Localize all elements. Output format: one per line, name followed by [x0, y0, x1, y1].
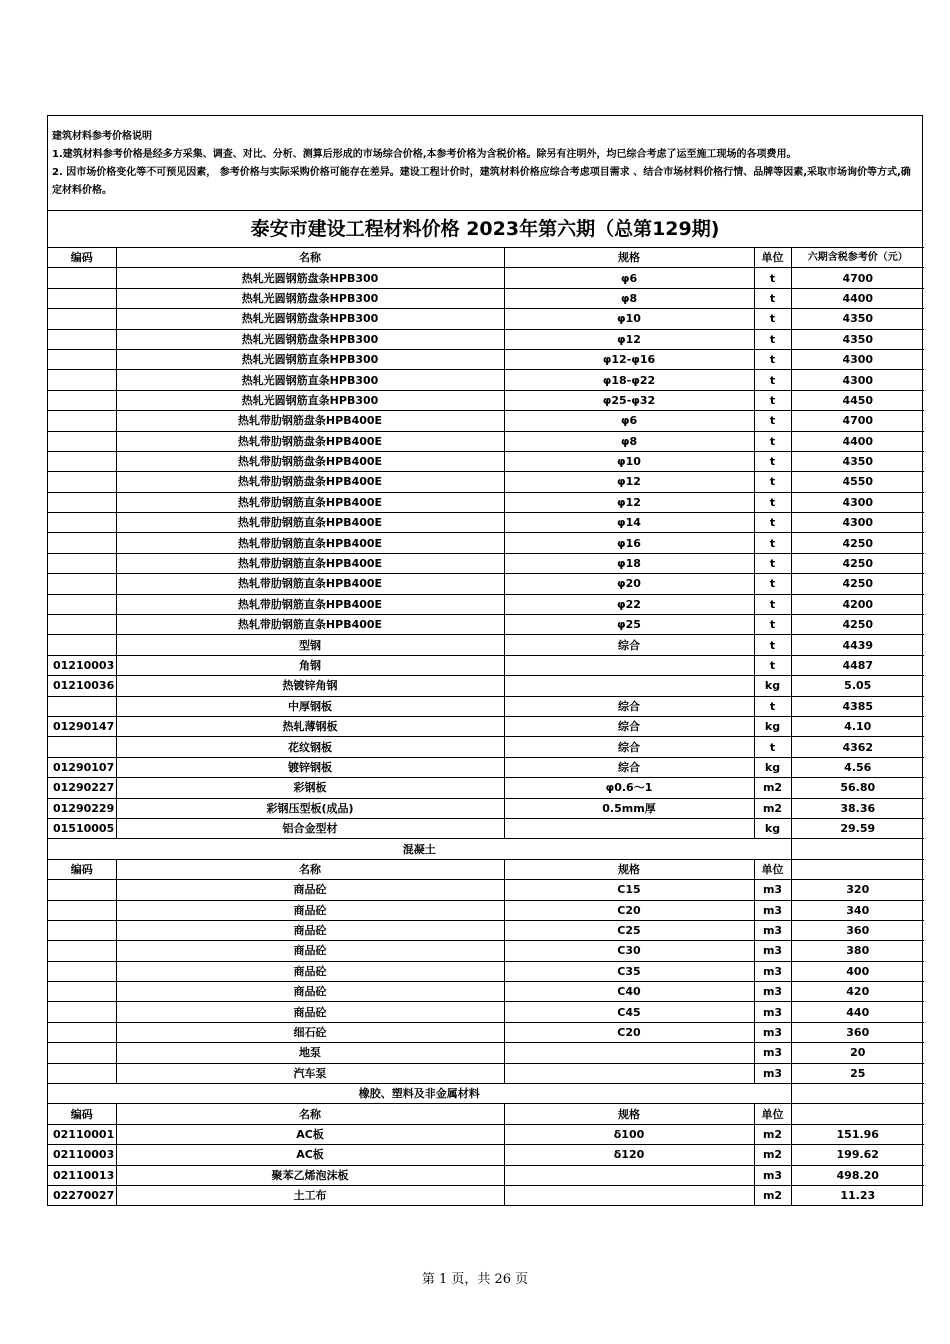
cell-spec — [504, 1043, 754, 1063]
cell-spec: φ10 — [504, 309, 754, 329]
cell-code — [48, 1022, 116, 1042]
cell-name: 名称 — [116, 248, 504, 268]
cell-unit: m2 — [754, 778, 791, 798]
cell-price: 4700 — [791, 268, 924, 288]
cell-name: AC板 — [116, 1124, 504, 1144]
cell-spec: φ14 — [504, 513, 754, 533]
cell-name: 热轧带肋钢筋直条HPB400E — [116, 594, 504, 614]
cell-spec: φ8 — [504, 288, 754, 308]
table-row — [48, 349, 924, 369]
table-row — [48, 982, 924, 1002]
cell-unit: t — [754, 451, 791, 471]
cell-code — [48, 737, 116, 757]
cell-price: 151.96 — [791, 1124, 924, 1144]
cell-spec: φ12 — [504, 492, 754, 512]
cell-price: 4350 — [791, 309, 924, 329]
cell-name: 地泵 — [116, 1043, 504, 1063]
table-row — [48, 553, 924, 573]
cell-spec: φ10 — [504, 451, 754, 471]
table-row — [48, 818, 924, 838]
cell-spec: φ25 — [504, 615, 754, 635]
cell-unit: m3 — [754, 941, 791, 961]
cell-name: 热轧带肋钢筋直条HPB400E — [116, 513, 504, 533]
cell-code — [48, 920, 116, 940]
cell-unit: 单位 — [754, 859, 791, 879]
cell-spec: φ6 — [504, 268, 754, 288]
cell-code: 编码 — [48, 248, 116, 268]
cell-price: 420 — [791, 982, 924, 1002]
cell-code — [48, 982, 116, 1002]
cell-code — [48, 451, 116, 471]
table-header-row — [48, 859, 924, 879]
cell-name: 镀锌钢板 — [116, 757, 504, 777]
cell-name: 彩钢板 — [116, 778, 504, 798]
cell-name: 热轧光圆钢筋直条HPB300 — [116, 349, 504, 369]
cell-price: 400 — [791, 961, 924, 981]
cell-spec: φ12 — [504, 472, 754, 492]
cell-code — [48, 309, 116, 329]
table-row — [48, 1185, 924, 1205]
table-row — [48, 778, 924, 798]
cell-spec: C25 — [504, 920, 754, 940]
cell-unit: t — [754, 349, 791, 369]
table-row — [48, 288, 924, 308]
table-row — [48, 1145, 924, 1165]
table-row — [48, 900, 924, 920]
cell-code: 01210003 — [48, 655, 116, 675]
table-row — [48, 941, 924, 961]
cell-unit: t — [754, 553, 791, 573]
cell-spec: φ6 — [504, 411, 754, 431]
cell-spec: 0.5mm厚 — [504, 798, 754, 818]
table-row — [48, 594, 924, 614]
cell-price: 5.05 — [791, 676, 924, 696]
cell-code — [48, 696, 116, 716]
cell-name: 彩钢压型板(成品) — [116, 798, 504, 818]
cell-price: 320 — [791, 880, 924, 900]
cell-price: 4250 — [791, 574, 924, 594]
cell-price: 4250 — [791, 533, 924, 553]
cell-name: 热轧带肋钢筋直条HPB400E — [116, 574, 504, 594]
cell-spec: C20 — [504, 900, 754, 920]
cell-code — [48, 492, 116, 512]
cell-price: 4450 — [791, 390, 924, 410]
cell-name: 热轧带肋钢筋盘条HPB400E — [116, 411, 504, 431]
cell-unit: m2 — [754, 1145, 791, 1165]
cell-spec: C35 — [504, 961, 754, 981]
cell-price: 440 — [791, 1002, 924, 1022]
table-row — [48, 676, 924, 696]
cell-unit: t — [754, 635, 791, 655]
cell-name: 汽车泵 — [116, 1063, 504, 1083]
cell-name: 热镀锌角钢 — [116, 676, 504, 696]
cell-code — [48, 900, 116, 920]
cell-name: AC板 — [116, 1145, 504, 1165]
cell-code — [48, 553, 116, 573]
cell-name: 铝合金型材 — [116, 818, 504, 838]
cell-unit: kg — [754, 676, 791, 696]
cell-unit: kg — [754, 716, 791, 736]
table-row — [48, 696, 924, 716]
cell-name: 细石砼 — [116, 1022, 504, 1042]
cell-price: 4250 — [791, 615, 924, 635]
cell-price: 4385 — [791, 696, 924, 716]
cell-price — [791, 839, 924, 859]
cell-spec: φ8 — [504, 431, 754, 451]
cell-price — [791, 1104, 924, 1124]
table-row — [48, 880, 924, 900]
cell-price: 4350 — [791, 451, 924, 471]
table-row — [48, 472, 924, 492]
cell-spec: 综合 — [504, 757, 754, 777]
cell-code: 01210036 — [48, 676, 116, 696]
cell-price: 360 — [791, 1022, 924, 1042]
cell-name: 热轧光圆钢筋盘条HPB300 — [116, 268, 504, 288]
table-row — [48, 411, 924, 431]
table-row — [48, 370, 924, 390]
cell-code — [48, 472, 116, 492]
table-row — [48, 798, 924, 818]
table-row — [48, 716, 924, 736]
cell-code — [48, 513, 116, 533]
table-row — [48, 737, 924, 757]
cell-code: 02110003 — [48, 1145, 116, 1165]
cell-unit: t — [754, 574, 791, 594]
table-row — [48, 1002, 924, 1022]
cell-code: 01290227 — [48, 778, 116, 798]
cell-price: 4439 — [791, 635, 924, 655]
cell-spec: C40 — [504, 982, 754, 1002]
table-row — [48, 757, 924, 777]
cell-spec — [504, 676, 754, 696]
cell-unit: m3 — [754, 982, 791, 1002]
cell-unit: t — [754, 309, 791, 329]
cell-price: 360 — [791, 920, 924, 940]
cell-name: 商品砼 — [116, 941, 504, 961]
cell-price: 4487 — [791, 655, 924, 675]
cell-name: 型钢 — [116, 635, 504, 655]
cell-name: 热轧光圆钢筋盘条HPB300 — [116, 309, 504, 329]
section-title: 混凝土 — [48, 839, 791, 859]
cell-price: 4300 — [791, 492, 924, 512]
price-notes — [48, 116, 922, 211]
cell-unit: t — [754, 492, 791, 512]
cell-price: 4400 — [791, 288, 924, 308]
table-row — [48, 431, 924, 451]
cell-name: 热轧带肋钢筋盘条HPB400E — [116, 451, 504, 471]
cell-price: 340 — [791, 900, 924, 920]
cell-unit: t — [754, 696, 791, 716]
cell-name: 热轧带肋钢筋直条HPB400E — [116, 615, 504, 635]
cell-name: 土工布 — [116, 1185, 504, 1205]
cell-unit: m3 — [754, 880, 791, 900]
table-header-row — [48, 248, 924, 268]
cell-spec — [504, 655, 754, 675]
cell-price: 4200 — [791, 594, 924, 614]
cell-price: 29.59 — [791, 818, 924, 838]
cell-name: 热轧光圆钢筋直条HPB300 — [116, 390, 504, 410]
table-row — [48, 574, 924, 594]
cell-spec: C30 — [504, 941, 754, 961]
cell-code — [48, 1043, 116, 1063]
cell-spec: 规格 — [504, 248, 754, 268]
table-row — [48, 1022, 924, 1042]
cell-unit: m2 — [754, 798, 791, 818]
cell-spec — [504, 818, 754, 838]
cell-spec: φ16 — [504, 533, 754, 553]
cell-price: 56.80 — [791, 778, 924, 798]
cell-price: 4300 — [791, 370, 924, 390]
cell-code — [48, 288, 116, 308]
cell-unit: t — [754, 390, 791, 410]
cell-spec: 综合 — [504, 696, 754, 716]
cell-unit: m3 — [754, 1022, 791, 1042]
cell-unit: t — [754, 288, 791, 308]
cell-code — [48, 961, 116, 981]
cell-name: 热轧带肋钢筋直条HPB400E — [116, 533, 504, 553]
section-row — [48, 1084, 924, 1104]
cell-name: 商品砼 — [116, 900, 504, 920]
table-row — [48, 268, 924, 288]
document-title: 泰安市建设工程材料价格 2023年第六期（总第129期) — [250, 218, 720, 240]
cell-name: 商品砼 — [116, 920, 504, 940]
cell-price: 11.23 — [791, 1185, 924, 1205]
table-row — [48, 451, 924, 471]
cell-unit: t — [754, 329, 791, 349]
cell-price: 4.56 — [791, 757, 924, 777]
cell-spec: 综合 — [504, 716, 754, 736]
cell-spec: φ22 — [504, 594, 754, 614]
cell-unit: t — [754, 268, 791, 288]
cell-code — [48, 268, 116, 288]
cell-unit: t — [754, 655, 791, 675]
cell-code — [48, 431, 116, 451]
cell-unit: m3 — [754, 1043, 791, 1063]
table-row — [48, 329, 924, 349]
cell-unit: t — [754, 533, 791, 553]
cell-name: 热轧光圆钢筋盘条HPB300 — [116, 288, 504, 308]
table-row — [48, 1043, 924, 1063]
price-sheet — [47, 115, 923, 1206]
cell-spec: δ120 — [504, 1145, 754, 1165]
cell-price: 4700 — [791, 411, 924, 431]
cell-unit: m3 — [754, 1165, 791, 1185]
cell-spec: 综合 — [504, 737, 754, 757]
cell-code — [48, 594, 116, 614]
cell-price — [791, 1084, 924, 1104]
cell-spec: φ12-φ16 — [504, 349, 754, 369]
cell-spec: 规格 — [504, 1104, 754, 1124]
cell-unit: 单位 — [754, 1104, 791, 1124]
cell-price: 4350 — [791, 329, 924, 349]
cell-price: 4400 — [791, 431, 924, 451]
cell-spec: δ100 — [504, 1124, 754, 1144]
notes-line-1: 1.建筑材料参考价格是经多方采集、调查、对比、分析、测算后形成的市场综合价格,本参考价格为含税价格。除另有注明外，均已综合考虑了运至施工现场的各项费用。 — [52, 149, 797, 160]
cell-price: 4300 — [791, 349, 924, 369]
cell-spec: φ12 — [504, 329, 754, 349]
cell-price: 38.36 — [791, 798, 924, 818]
table-row — [48, 533, 924, 553]
cell-spec — [504, 1063, 754, 1083]
cell-name: 名称 — [116, 1104, 504, 1124]
cell-unit: t — [754, 411, 791, 431]
cell-unit: m3 — [754, 920, 791, 940]
cell-price: 4.10 — [791, 716, 924, 736]
table-row — [48, 655, 924, 675]
cell-unit: kg — [754, 818, 791, 838]
cell-name: 商品砼 — [116, 880, 504, 900]
cell-price: 4300 — [791, 513, 924, 533]
cell-code: 01510005 — [48, 818, 116, 838]
cell-code — [48, 349, 116, 369]
cell-spec: φ0.6～1 — [504, 778, 754, 798]
cell-price: 4362 — [791, 737, 924, 757]
cell-code — [48, 329, 116, 349]
notes-line-2: 2. 因市场价格变化等不可预见因素， 参考价格与实际采购价格可能存在差异。建设工程计价时，建筑材料价格应综合考虑项目需求 、结合市场材料价格行情、品牌等因素,采取市场询价等方式,确定材料价格。 — [52, 167, 911, 196]
cell-price: 4550 — [791, 472, 924, 492]
cell-unit: t — [754, 472, 791, 492]
cell-unit: m3 — [754, 961, 791, 981]
cell-unit: m2 — [754, 1124, 791, 1144]
cell-spec: C45 — [504, 1002, 754, 1022]
cell-code — [48, 533, 116, 553]
cell-price: 25 — [791, 1063, 924, 1083]
table-row — [48, 309, 924, 329]
cell-code — [48, 615, 116, 635]
cell-unit: 单位 — [754, 248, 791, 268]
cell-spec: φ20 — [504, 574, 754, 594]
cell-unit: kg — [754, 757, 791, 777]
cell-name: 花纹钢板 — [116, 737, 504, 757]
cell-unit: m3 — [754, 1002, 791, 1022]
cell-code: 01290229 — [48, 798, 116, 818]
table-row — [48, 635, 924, 655]
cell-name: 中厚钢板 — [116, 696, 504, 716]
page-footer: 第 1 页，共 26 页 — [421, 1272, 529, 1287]
cell-name: 热轧薄钢板 — [116, 716, 504, 736]
table-row — [48, 1063, 924, 1083]
cell-spec — [504, 1185, 754, 1205]
cell-code: 01290147 — [48, 716, 116, 736]
cell-unit: m3 — [754, 1063, 791, 1083]
cell-unit: t — [754, 615, 791, 635]
cell-code — [48, 941, 116, 961]
cell-spec: φ18-φ22 — [504, 370, 754, 390]
table-row — [48, 615, 924, 635]
cell-spec: φ18 — [504, 553, 754, 573]
cell-name: 热轧带肋钢筋直条HPB400E — [116, 553, 504, 573]
cell-code — [48, 1002, 116, 1022]
cell-unit: m3 — [754, 900, 791, 920]
cell-name: 热轧带肋钢筋盘条HPB400E — [116, 431, 504, 451]
cell-code: 01290107 — [48, 757, 116, 777]
cell-price: 六期含税参考价（元） — [791, 248, 924, 268]
table-row — [48, 1124, 924, 1144]
cell-code: 02270027 — [48, 1185, 116, 1205]
price-table — [48, 247, 924, 1205]
cell-price: 498.20 — [791, 1165, 924, 1185]
cell-name: 聚苯乙烯泡沫板 — [116, 1165, 504, 1185]
cell-name: 热轧光圆钢筋盘条HPB300 — [116, 329, 504, 349]
cell-unit: t — [754, 431, 791, 451]
cell-code: 编码 — [48, 1104, 116, 1124]
cell-spec: 综合 — [504, 635, 754, 655]
table-row — [48, 390, 924, 410]
notes-heading: 建筑材料参考价格说明 — [52, 131, 152, 142]
cell-price: 4250 — [791, 553, 924, 573]
table-header-row — [48, 1104, 924, 1124]
cell-name: 热轧带肋钢筋盘条HPB400E — [116, 472, 504, 492]
cell-name: 商品砼 — [116, 961, 504, 981]
cell-unit: t — [754, 370, 791, 390]
cell-spec: 规格 — [504, 859, 754, 879]
cell-code — [48, 574, 116, 594]
table-row — [48, 961, 924, 981]
cell-name: 名称 — [116, 859, 504, 879]
cell-spec: C20 — [504, 1022, 754, 1042]
cell-code — [48, 1063, 116, 1083]
cell-name: 热轧带肋钢筋直条HPB400E — [116, 492, 504, 512]
cell-code — [48, 635, 116, 655]
section-row — [48, 839, 924, 859]
cell-name: 角钢 — [116, 655, 504, 675]
cell-name: 商品砼 — [116, 982, 504, 1002]
section-title: 橡胶、塑料及非金属材料 — [48, 1084, 791, 1104]
table-row — [48, 1165, 924, 1185]
cell-code: 02110001 — [48, 1124, 116, 1144]
table-row — [48, 920, 924, 940]
cell-name: 热轧光圆钢筋直条HPB300 — [116, 370, 504, 390]
cell-code: 02110013 — [48, 1165, 116, 1185]
cell-price: 199.62 — [791, 1145, 924, 1165]
cell-unit: m2 — [754, 1185, 791, 1205]
cell-unit: t — [754, 513, 791, 533]
cell-spec: φ25-φ32 — [504, 390, 754, 410]
cell-code — [48, 880, 116, 900]
table-row — [48, 492, 924, 512]
cell-spec — [504, 1165, 754, 1185]
cell-code — [48, 411, 116, 431]
cell-code: 编码 — [48, 859, 116, 879]
cell-name: 商品砼 — [116, 1002, 504, 1022]
cell-unit: t — [754, 737, 791, 757]
cell-price: 20 — [791, 1043, 924, 1063]
cell-price: 380 — [791, 941, 924, 961]
cell-price — [791, 859, 924, 879]
cell-unit: t — [754, 594, 791, 614]
cell-code — [48, 390, 116, 410]
cell-code — [48, 370, 116, 390]
cell-spec: C15 — [504, 880, 754, 900]
table-row — [48, 513, 924, 533]
